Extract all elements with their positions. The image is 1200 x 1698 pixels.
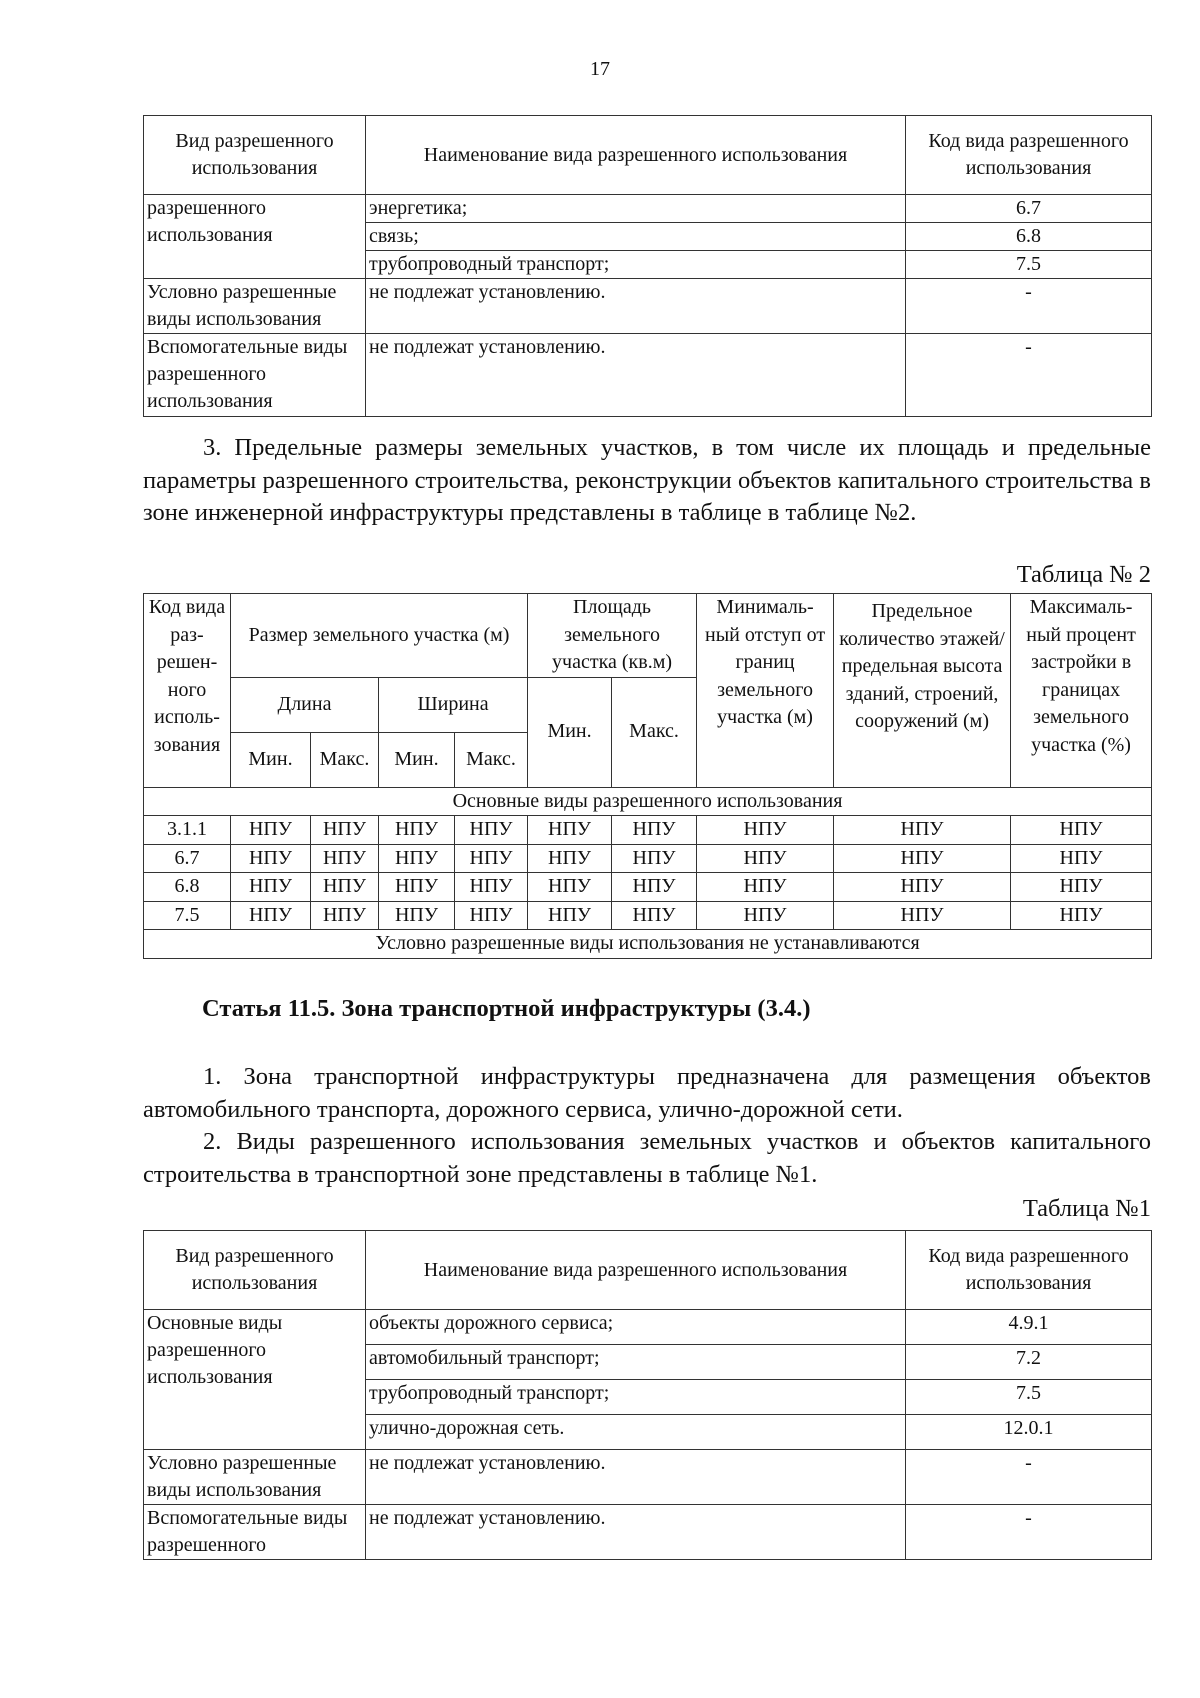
- use-name-cell: объекты дорожного сервиса;: [366, 1310, 906, 1345]
- header-max-cell: Макс.: [311, 732, 379, 787]
- value-cell: НПУ: [834, 844, 1011, 873]
- use-name-cell: не подлежат установлению.: [366, 334, 906, 417]
- header-max-cell: Макс.: [455, 732, 528, 787]
- use-name-cell: не подлежат установлению.: [366, 1450, 906, 1505]
- use-name-cell: автомобильный транспорт;: [366, 1345, 906, 1380]
- value-cell: НПУ: [231, 816, 311, 845]
- use-code-cell: -: [906, 1450, 1152, 1505]
- paragraph-3: 3. Предельные размеры земельных участков, в том числе их площадь и предельные параметры разрешенного строительства, реконструкции объектов капитального строительства в зоне инженерной инфраструктуры представлены в таблице в таблице №2.: [143, 434, 1151, 526]
- value-cell: НПУ: [612, 844, 697, 873]
- table-caption: Таблица № 2: [1016, 561, 1151, 588]
- header-area-min-cell: Мин.: [528, 677, 612, 787]
- header-min-cell: Мин.: [231, 732, 311, 787]
- header-area-max-cell: Макс.: [612, 677, 697, 787]
- paragraph-1: 1. Зона транспортной инфраструктуры предназначена для размещения объектов автомобильного транспорта, дорожного сервиса, улично-дорожной сети.: [143, 1063, 1151, 1123]
- header-percent-cell: Максималь- ный процент застройки в границах земельного участка (%): [1011, 594, 1152, 788]
- value-cell: НПУ: [697, 844, 834, 873]
- value-cell: НПУ: [528, 901, 612, 930]
- use-code-cell: -: [906, 334, 1152, 417]
- header-cell: Вид разрешенного использования: [144, 116, 366, 195]
- value-cell: НПУ: [1011, 816, 1152, 845]
- use-name-cell: не подлежат установлению.: [366, 279, 906, 334]
- value-cell: НПУ: [612, 816, 697, 845]
- use-code-cell: 7.2: [906, 1345, 1152, 1380]
- value-cell: НПУ: [612, 873, 697, 902]
- table-row: [144, 873, 1152, 902]
- header-area-cell: Площадь земельного участка (кв.м): [528, 594, 697, 678]
- table-row: [144, 1310, 1152, 1345]
- group-label-cell: Вспомогательные виды разрешенного: [144, 1505, 366, 1560]
- code-cell: 3.1.1: [144, 816, 231, 845]
- header-length-cell: Длина: [231, 677, 379, 732]
- table-row: [144, 816, 1152, 845]
- value-cell: НПУ: [1011, 873, 1152, 902]
- page-number: 17: [590, 58, 610, 80]
- header-min-cell: Мин.: [379, 732, 455, 787]
- value-cell: НПУ: [528, 816, 612, 845]
- use-name-cell: трубопроводный транспорт;: [366, 251, 906, 279]
- use-name-cell: энергетика;: [366, 195, 906, 223]
- header-width-cell: Ширина: [379, 677, 528, 732]
- value-cell: НПУ: [612, 901, 697, 930]
- paragraph-2: 2. Виды разрешенного использования земельных участков и объектов капитального строительства в транспортной зоне представлены в таблице №1.: [143, 1128, 1151, 1188]
- header-cell: Наименование вида разрешенного использования: [366, 1231, 906, 1310]
- value-cell: НПУ: [379, 901, 455, 930]
- value-cell: НПУ: [697, 901, 834, 930]
- parameters-table: [143, 593, 1152, 959]
- value-cell: НПУ: [379, 844, 455, 873]
- code-cell: 6.7: [144, 844, 231, 873]
- use-name-cell: не подлежат установлению.: [366, 1505, 906, 1560]
- header-cell: Код вида разрешенного использования: [906, 116, 1152, 195]
- header-size-cell: Размер земельного участка (м): [231, 594, 528, 678]
- value-cell: НПУ: [231, 873, 311, 902]
- group-label-cell: Основные виды разрешенного использования: [144, 1310, 366, 1450]
- value-cell: НПУ: [834, 901, 1011, 930]
- use-code-cell: 7.5: [906, 1380, 1152, 1415]
- value-cell: НПУ: [697, 873, 834, 902]
- value-cell: НПУ: [311, 816, 379, 845]
- transport-land-use-table: [143, 1230, 1152, 1560]
- value-cell: НПУ: [834, 873, 1011, 902]
- code-cell: 7.5: [144, 901, 231, 930]
- use-code-cell: 4.9.1: [906, 1310, 1152, 1345]
- use-code-cell: -: [906, 279, 1152, 334]
- use-name-cell: улично-дорожная сеть.: [366, 1415, 906, 1450]
- group-label-cell: разрешенного использования: [144, 195, 366, 279]
- value-cell: НПУ: [528, 873, 612, 902]
- value-cell: НПУ: [231, 901, 311, 930]
- value-cell: НПУ: [379, 816, 455, 845]
- table-row: [144, 844, 1152, 873]
- table-header-row: [144, 1231, 1152, 1310]
- header-cell: Вид разрешенного использования: [144, 1231, 366, 1310]
- header-floors-cell: Предельное количество этажей/ предельная высота зданий, строений, сооружений (м): [834, 594, 1011, 788]
- table-header-row: [144, 116, 1152, 195]
- value-cell: НПУ: [528, 844, 612, 873]
- table-caption: Таблица №1: [1022, 1195, 1151, 1222]
- use-name-cell: связь;: [366, 223, 906, 251]
- value-cell: НПУ: [1011, 901, 1152, 930]
- group-label-cell: Условно разрешенные виды использования: [144, 1450, 366, 1505]
- table-row: [144, 195, 1152, 223]
- section-row: [144, 787, 1152, 816]
- group-label-cell: Условно разрешенные виды использования: [144, 279, 366, 334]
- article-heading: Статья 11.5. Зона транспортной инфраструктуры (3.4.): [202, 995, 811, 1022]
- header-cell: Наименование вида разрешенного использования: [366, 116, 906, 195]
- group-label-cell: Вспомогательные виды разрешенного использования: [144, 334, 366, 417]
- use-code-cell: 6.7: [906, 195, 1152, 223]
- section-cell: Основные виды разрешенного использования: [144, 787, 1152, 816]
- code-cell: 6.8: [144, 873, 231, 902]
- value-cell: НПУ: [311, 901, 379, 930]
- land-use-table-continued: [143, 115, 1152, 417]
- use-name-cell: трубопроводный транспорт;: [366, 1380, 906, 1415]
- value-cell: НПУ: [311, 873, 379, 902]
- value-cell: НПУ: [455, 816, 528, 845]
- use-code-cell: -: [906, 1505, 1152, 1560]
- value-cell: НПУ: [311, 844, 379, 873]
- footer-cell: Условно разрешенные виды использования не устанавливаются: [144, 930, 1152, 959]
- use-code-cell: 7.5: [906, 251, 1152, 279]
- table-row: [144, 334, 1152, 417]
- use-code-cell: 6.8: [906, 223, 1152, 251]
- header-cell: Код вида разрешенного использования: [906, 1231, 1152, 1310]
- table-row: [144, 279, 1152, 334]
- table-row: [144, 901, 1152, 930]
- value-cell: НПУ: [697, 816, 834, 845]
- value-cell: НПУ: [231, 844, 311, 873]
- table-row: [144, 1450, 1152, 1505]
- value-cell: НПУ: [379, 873, 455, 902]
- value-cell: НПУ: [834, 816, 1011, 845]
- value-cell: НПУ: [455, 873, 528, 902]
- header-code-cell: Код вида раз- решен- ного исполь- зования: [144, 594, 231, 788]
- header-indent-cell: Минималь- ный отступ от границ земельного участка (м): [697, 594, 834, 788]
- table-row: [144, 1505, 1152, 1560]
- table-header-row: [144, 594, 1152, 678]
- value-cell: НПУ: [455, 901, 528, 930]
- value-cell: НПУ: [1011, 844, 1152, 873]
- use-code-cell: 12.0.1: [906, 1415, 1152, 1450]
- value-cell: НПУ: [455, 844, 528, 873]
- footer-row: [144, 930, 1152, 959]
